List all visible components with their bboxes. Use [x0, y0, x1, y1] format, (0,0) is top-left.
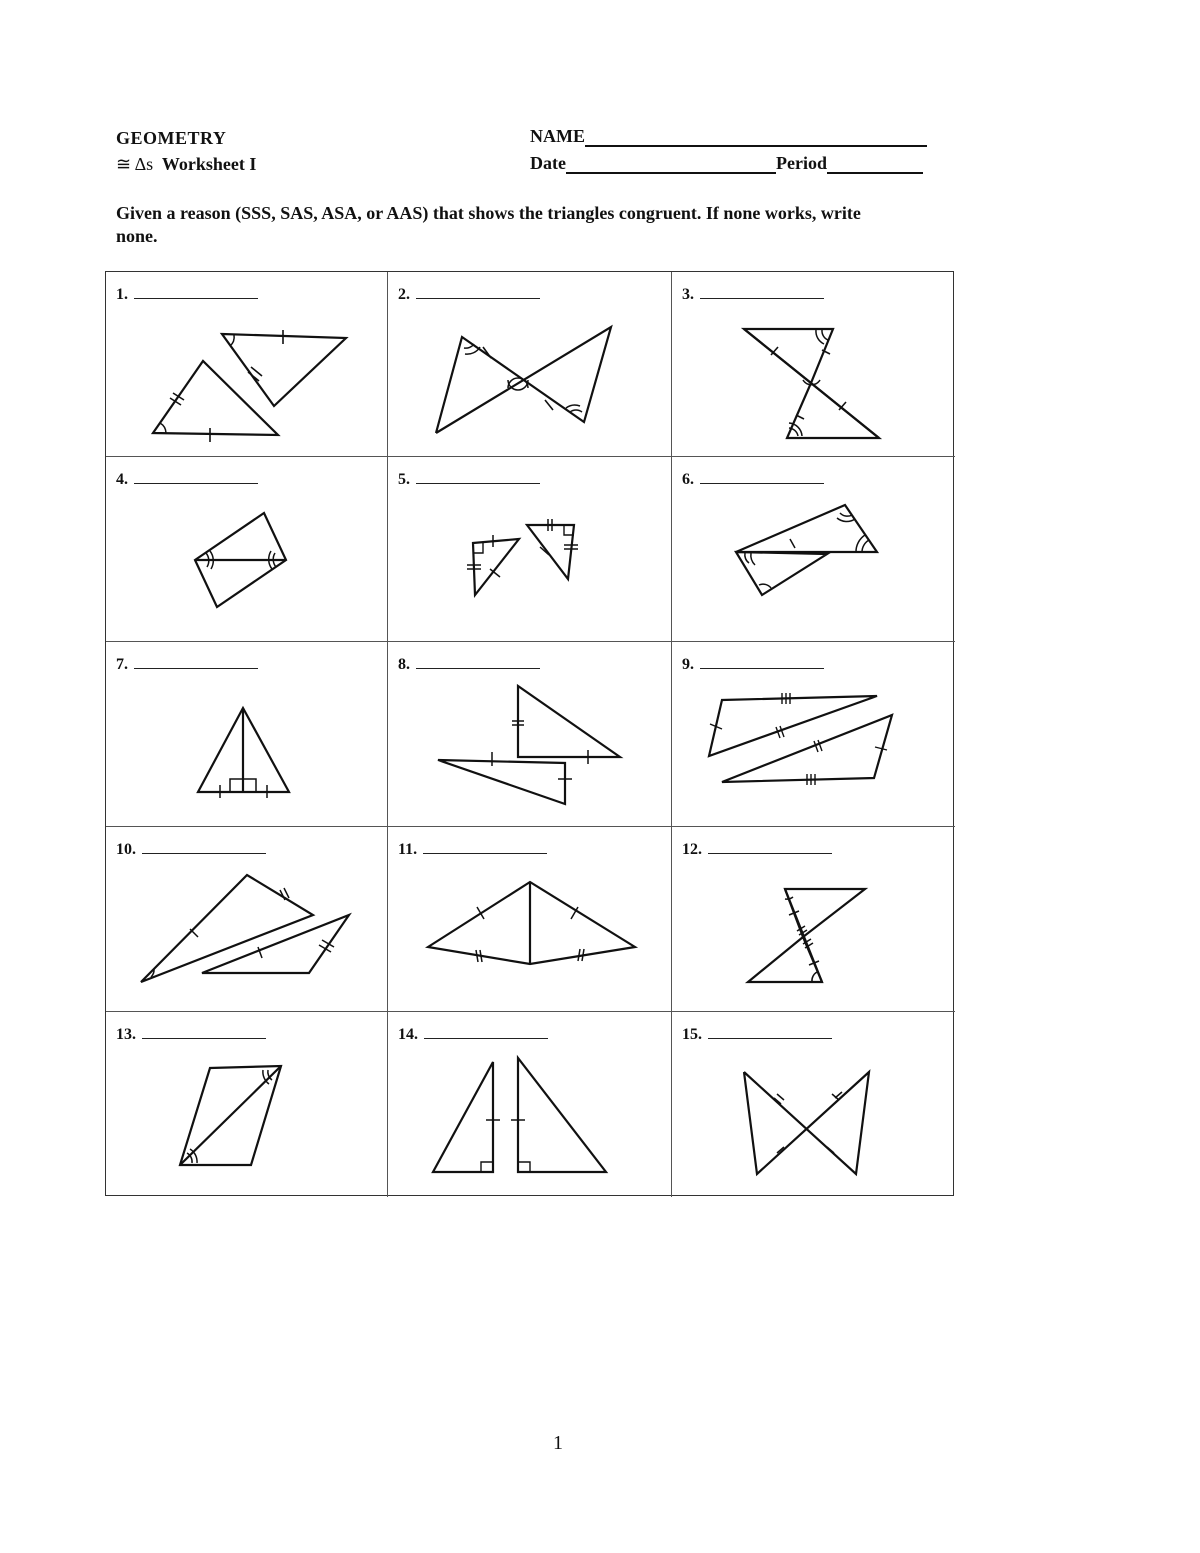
problem-cell-5: [388, 457, 672, 642]
worksheet-title-text: Worksheet I: [161, 154, 257, 174]
triangle-pair-figure: [388, 642, 672, 827]
problem-label: 3.: [682, 286, 824, 304]
problem-cell-13: [106, 1012, 388, 1197]
date-label: Date: [530, 153, 566, 173]
triangle-pair-figure: [672, 272, 955, 457]
triangle-pair-figure: [106, 457, 388, 642]
date-blank[interactable]: [566, 156, 776, 174]
problem-cell-6: [672, 457, 955, 642]
triangle-pair-figure: [672, 827, 955, 1012]
problem-label: 4.: [116, 471, 258, 489]
problem-label: 13.: [116, 1026, 266, 1044]
problem-grid: [105, 271, 954, 1196]
problem-label: 1.: [116, 286, 258, 304]
name-label: NAME: [530, 126, 585, 146]
problem-label: 5.: [398, 471, 540, 489]
problem-cell-11: [388, 827, 672, 1012]
problem-label: 15.: [682, 1026, 832, 1044]
triangle-pair-figure: [672, 1012, 955, 1197]
triangle-pair-figure: [106, 827, 388, 1012]
triangle-pair-figure: [106, 642, 388, 827]
congruent-triangles-symbol: ≅ Δs: [116, 154, 154, 174]
problem-cell-15: [672, 1012, 955, 1197]
problem-label: 9.: [682, 656, 824, 674]
page-number: 1: [553, 1432, 563, 1454]
problem-cell-14: [388, 1012, 672, 1197]
triangle-pair-figure: [388, 272, 672, 457]
triangle-pair-figure: [106, 1012, 388, 1197]
triangle-pair-figure: [672, 457, 955, 642]
triangle-pair-figure: [388, 457, 672, 642]
triangle-pair-figure: [388, 827, 672, 1012]
problem-cell-3: [672, 272, 955, 457]
period-blank[interactable]: [827, 156, 923, 174]
period-label: Period: [775, 153, 827, 173]
problem-cell-8: [388, 642, 672, 827]
problem-label: 7.: [116, 656, 258, 674]
problem-cell-9: [672, 642, 955, 827]
problem-cell-1: [106, 272, 388, 457]
problem-label: 6.: [682, 471, 824, 489]
worksheet-title: [116, 154, 256, 175]
problem-cell-4: [106, 457, 388, 642]
problem-label: 8.: [398, 656, 540, 674]
triangle-pair-figure: [106, 272, 388, 457]
date-period-fields: [530, 153, 923, 174]
triangle-pair-figure: [672, 642, 955, 827]
problem-label: 12.: [682, 841, 832, 859]
problem-cell-12: [672, 827, 955, 1012]
problem-cell-2: [388, 272, 672, 457]
course-title: GEOMETRY: [116, 128, 227, 148]
problem-label: 14.: [398, 1026, 548, 1044]
problem-label: 2.: [398, 286, 540, 304]
name-blank[interactable]: [585, 129, 927, 147]
problem-label: 11.: [398, 841, 547, 859]
problem-label: 10.: [116, 841, 266, 859]
instructions: Given a reason (SSS, SAS, ASA, or AAS) that shows the triangles congruent. If none works, write none.: [116, 203, 861, 246]
name-field[interactable]: [530, 126, 927, 147]
problem-cell-10: [106, 827, 388, 1012]
triangle-pair-figure: [388, 1012, 672, 1197]
problem-cell-7: [106, 642, 388, 827]
